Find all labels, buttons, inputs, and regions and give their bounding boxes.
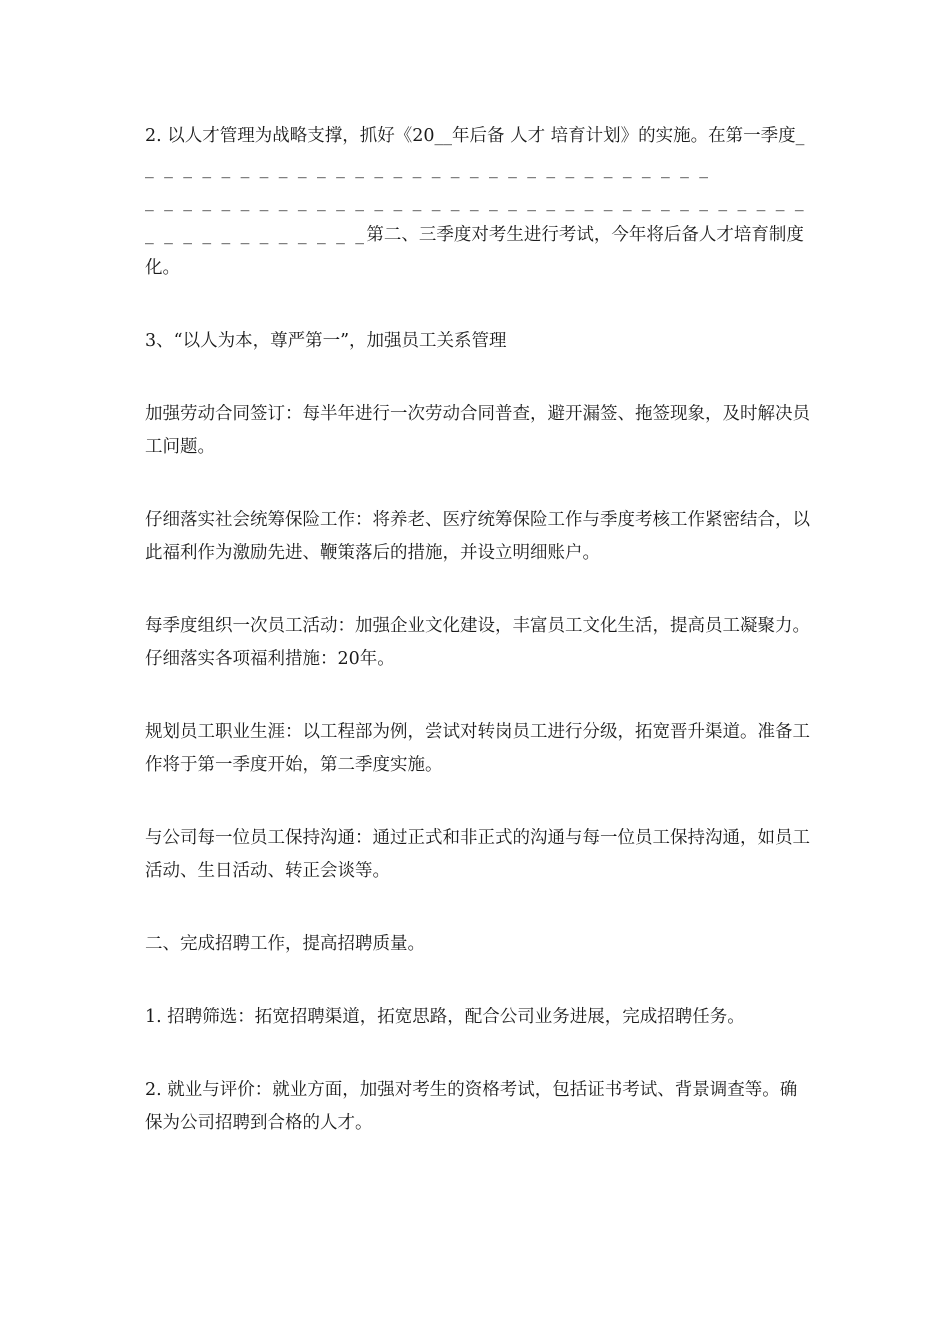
- blank-fill-line: _ _ _ _ _ _ _ _ _ _ _ _ _ _ _ _ _ _ _ _ _ _ _ _ _ _ _ _ _ _ _: [145, 126, 807, 179]
- blank-fill-line: _ _ _ _ _ _ _ _ _ _ _ _: [145, 225, 367, 245]
- paragraph-talent-plan: [145, 120, 810, 285]
- paragraph-text: 第二、三季度对考生进行考试，今年将后备人才培育制度化。: [145, 225, 804, 278]
- document-page: [145, 120, 810, 1180]
- paragraph-labor-contract: 加强劳动合同签订：每半年进行一次劳动合同普查，避开漏签、拖签现象，及时解决员工问题。: [145, 404, 810, 457]
- blank-fill-line: _ _ _ _ _ _ _ _ _ _ _ _ _ _ _ _ _ _ _ _ _ _ _ _ _ _ _ _ _ _ _ _ _ _ _: [145, 192, 806, 212]
- paragraph-social-insurance: 仔细落实社会统筹保险工作：将养老、医疗统筹保险工作与季度考核工作紧密结合，以此福利作为激励先进、鞭策落后的措施，并设立明细账户。: [145, 510, 810, 563]
- paragraph-heading-recruitment: 二、完成招聘工作，提高招聘质量。: [145, 934, 425, 954]
- paragraph-communication: 与公司每一位员工保持沟通：通过正式和非正式的沟通与每一位员工保持沟通，如员工活动、生日活动、转正会谈等。: [145, 828, 810, 881]
- paragraph-recruitment-screening: 1. 招聘筛选：拓宽招聘渠道，拓宽思路，配合公司业务进展，完成招聘任务。: [145, 1007, 745, 1027]
- paragraph-text: 2. 以人才管理为战略支撑，抓好《20__年后备 人才 培育计划》的实施。在第一季度: [145, 126, 796, 146]
- paragraph-employment-evaluation: 2. 就业与评价：就业方面，加强对考生的资格考试，包括证书考试、背景调查等。确保为公司招聘到合格的人才。: [145, 1080, 798, 1133]
- paragraph-heading-employee-relations: 3、“以人为本，尊严第一”，加强员工关系管理: [145, 331, 507, 351]
- paragraph-quarterly-activity: 每季度组织一次员工活动：加强企业文化建设，丰富员工文化生活，提高员工凝聚力。仔细落实各项福利措施：20年。: [145, 616, 810, 669]
- paragraph-career-planning: 规划员工职业生涯：以工程部为例，尝试对转岗员工进行分级，拓宽晋升渠道。准备工作将于第一季度开始，第二季度实施。: [145, 722, 810, 775]
